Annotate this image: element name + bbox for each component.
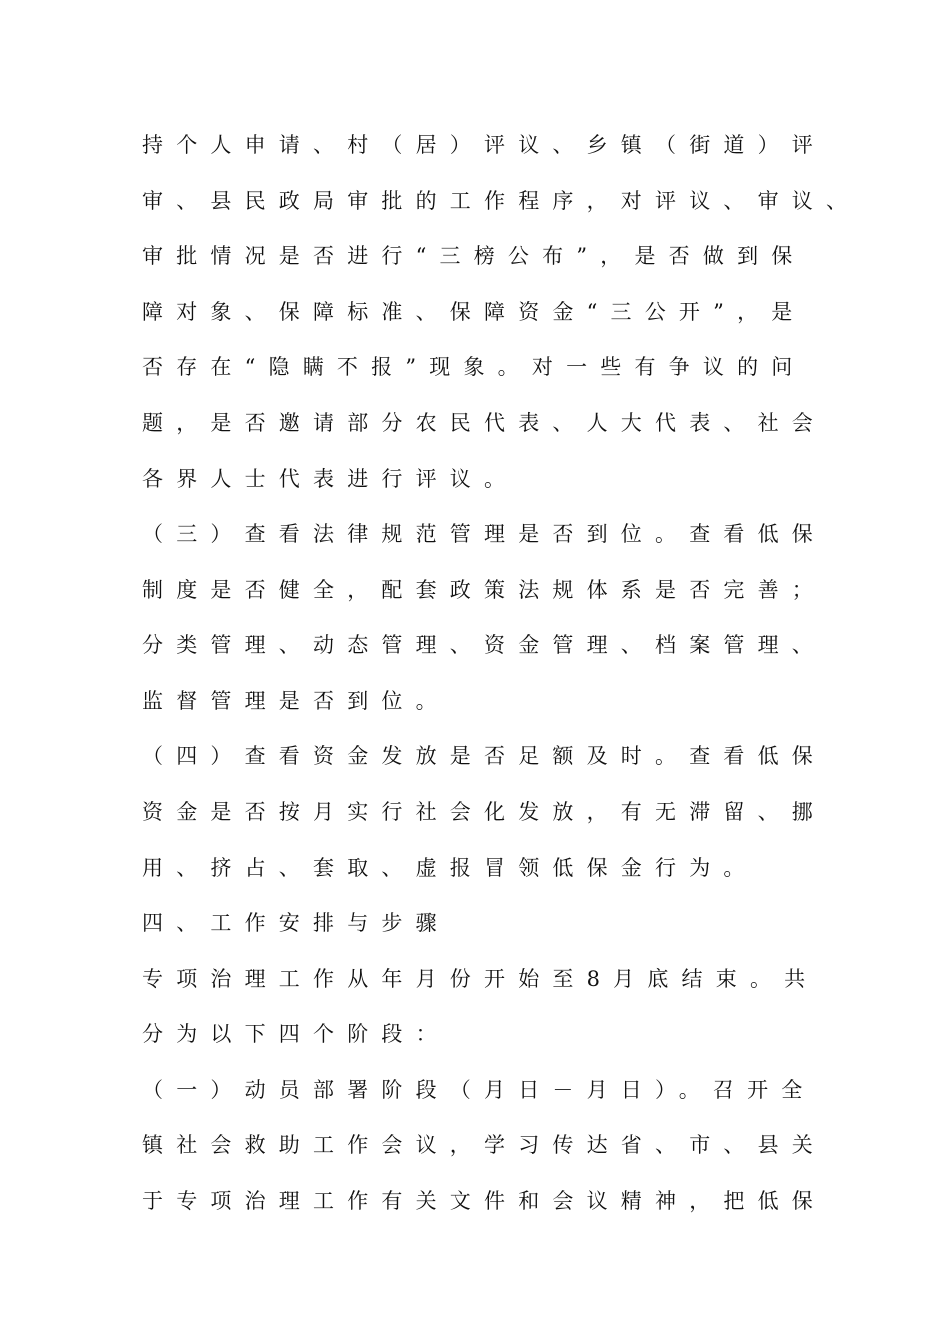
text-line: 审批情况是否进行“三榜公布”，是否做到保 xyxy=(142,244,806,268)
section-heading: 四、工作安排与步骤 xyxy=(142,911,450,935)
text-line: 镇社会救助工作会议，学习传达省、市、县关 xyxy=(142,1133,826,1157)
text-line: 监督管理是否到位。 xyxy=(142,689,450,713)
text-line: 资金是否按月实行社会化发放，有无滞留、挪 xyxy=(142,800,826,824)
text-line: 于专项治理工作有关文件和会议精神，把低保 xyxy=(142,1189,826,1213)
section-heading: （三）查看法律规范管理是否到位。查看低保 xyxy=(142,522,826,546)
text-line: 障对象、保障标准、保障资金“三公开”，是 xyxy=(142,300,806,324)
text-line: 各界人士代表进行评议。 xyxy=(142,467,519,491)
section-heading: （四）查看资金发放是否足额及时。查看低保 xyxy=(142,744,826,768)
section-heading: （一）动员部署阶段（月日－月日）。召开全 xyxy=(142,1078,816,1102)
text-line: 分类管理、动态管理、资金管理、档案管理、 xyxy=(142,633,826,657)
text-line: 否存在“隐瞒不报”现象。对一些有争议的问 xyxy=(142,355,806,379)
text-line: 专项治理工作从年月份开始至8月底结束。共 xyxy=(142,967,819,991)
text-line: 题，是否邀请部分农民代表、人大代表、社会 xyxy=(142,411,826,435)
text-line: 用、挤占、套取、虚报冒领低保金行为。 xyxy=(142,856,758,880)
text-line: 审、县民政局审批的工作程序，对评议、审议、 xyxy=(142,189,861,213)
text-line: 分为以下四个阶段： xyxy=(142,1022,450,1046)
text-line: 制度是否健全，配套政策法规体系是否完善； xyxy=(142,578,826,602)
text-line: 持个人申请、村（居）评议、乡镇（街道）评 xyxy=(142,133,826,157)
